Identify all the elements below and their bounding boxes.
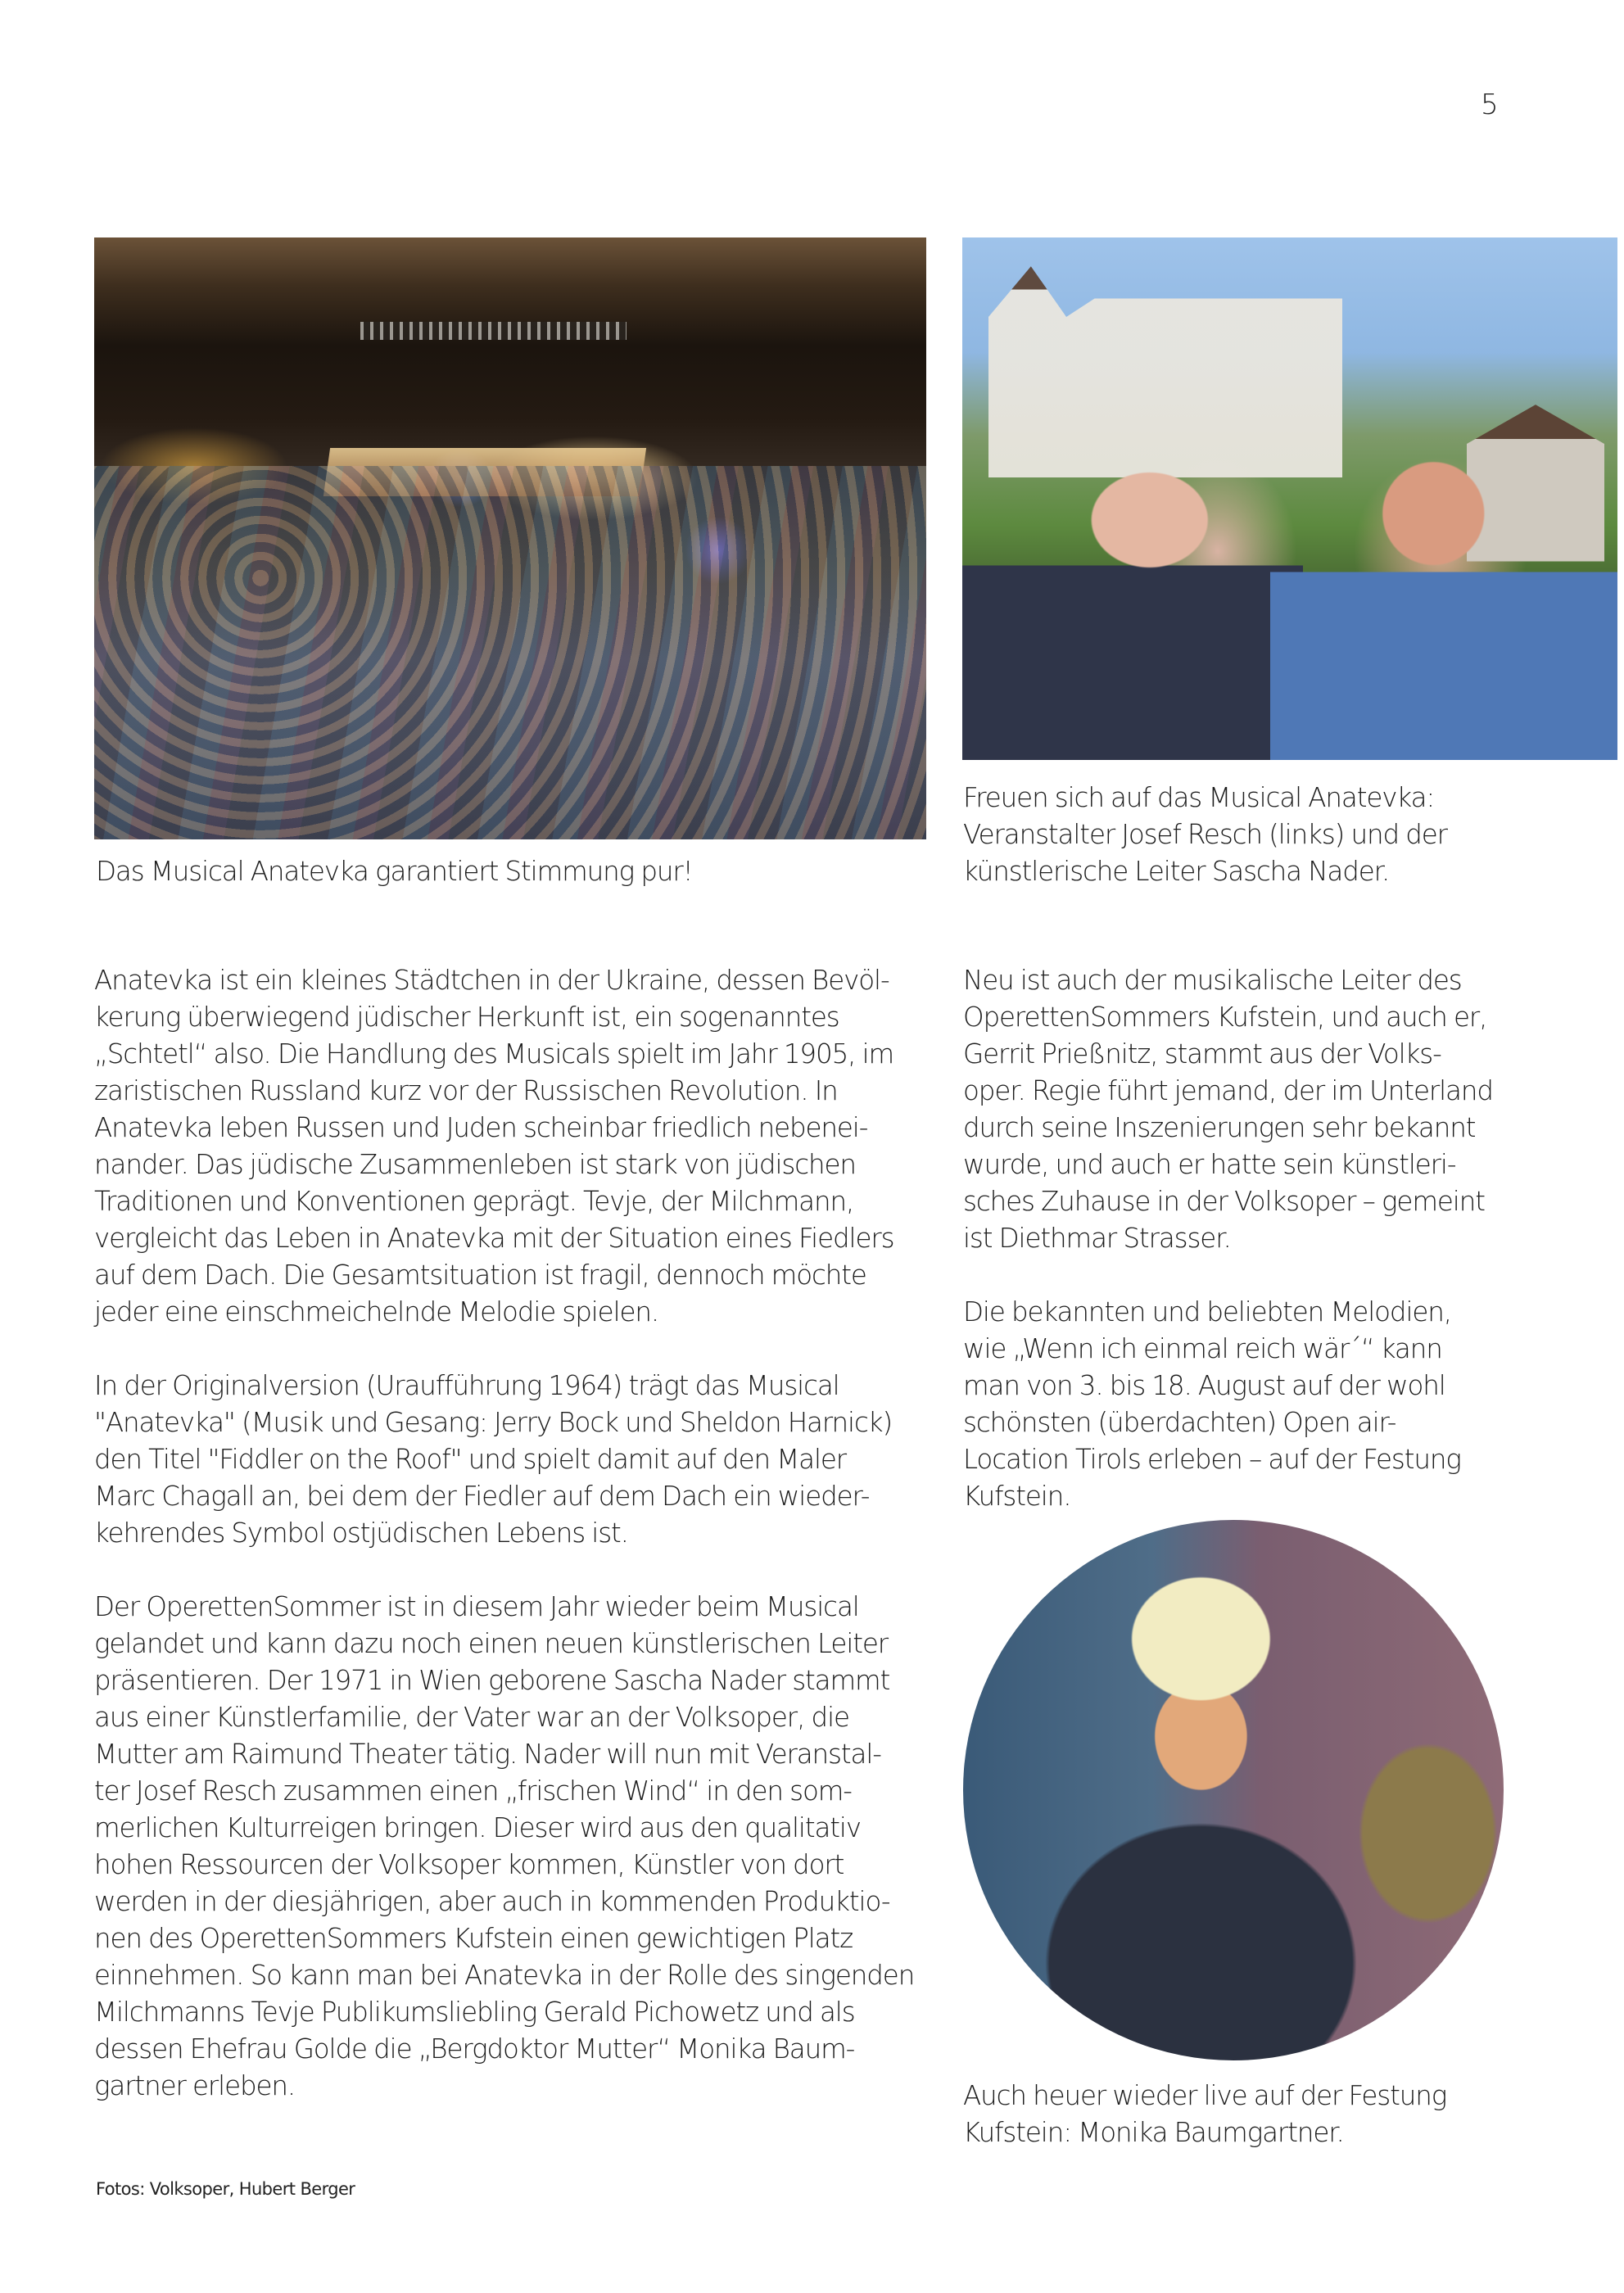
- text-line: In der Originalversion (Uraufführung 1964) trägt das Musical: [94, 1370, 839, 1401]
- caption-line: Veranstalter Josef Resch (links) und der: [963, 819, 1447, 850]
- caption-line: Auch heuer wieder live auf der Festung: [963, 2080, 1447, 2111]
- text-line: den Titel "Fiddler on the Roof" und spielt damit auf den Maler: [94, 1444, 847, 1475]
- text-line: werden in der diesjährigen, aber auch in kommenden Produktio-: [94, 1886, 890, 1917]
- text-line: gelandet und kann dazu noch einen neuen künstlerischen Leiter: [94, 1628, 889, 1659]
- audience-photo: [94, 237, 926, 839]
- text-line: aus einer Künstlerfamilie, der Vater war an der Volksoper, die: [94, 1702, 849, 1733]
- text-line: Die bekannten und beliebten Melodien,: [963, 1296, 1452, 1327]
- text-line: Kufstein.: [963, 1481, 1071, 1512]
- stage-lighting-truss: [360, 322, 627, 340]
- text-line: kehrendes Symbol ostjüdischen Lebens ist.: [94, 1517, 628, 1549]
- page-number: 5: [1481, 88, 1499, 121]
- text-line: schönsten (überdachten) Open air-: [963, 1407, 1396, 1438]
- caption-line: Kufstein: Monika Baumgartner.: [963, 2117, 1344, 2148]
- text-line: durch seine Inszenierungen sehr bekannt: [963, 1112, 1476, 1143]
- text-line: nen des OperettenSommers Kufstein einen gewichtigen Platz: [94, 1923, 853, 1954]
- paragraph: [94, 1589, 914, 2105]
- portrait-photo-caption: [963, 2078, 1446, 2151]
- text-line: „Schtetl“ also. Die Handlung des Musicals spielt im Jahr 1905, im: [94, 1038, 894, 1070]
- text-line: wie „Wenn ich einmal reich wär´“ kann: [963, 1333, 1442, 1364]
- castle-photo-caption: [963, 780, 1447, 890]
- text-line: gartner erleben.: [94, 2070, 296, 2101]
- castle-portrait-photo: [962, 237, 1617, 760]
- audience-crowd: [94, 466, 926, 839]
- paragraph: [94, 1368, 914, 1552]
- text-line: einnehmen. So kann man bei Anatevka in der Rolle des singenden: [94, 1960, 915, 1991]
- text-line: kerung überwiegend jüdischer Herkunft ist, ein sogenanntes: [94, 1002, 839, 1033]
- text-line: ter Josef Resch zusammen einen „frischen Wind“ in den som-: [94, 1775, 852, 1807]
- text-line: präsentieren. Der 1971 in Wien geborene Sascha Nader stammt: [94, 1665, 890, 1696]
- text-line: Gerrit Prießnitz, stammt aus der Volks-: [963, 1038, 1441, 1070]
- text-line: Der OperettenSommer ist in diesem Jahr wieder beim Musical: [94, 1591, 859, 1622]
- text-line: hohen Ressourcen der Volksoper kommen, Künstler von dort: [94, 1849, 844, 1880]
- caption-line: Das Musical Anatevka garantiert Stimmung pur!: [96, 856, 693, 887]
- paragraph: [963, 1294, 1493, 1515]
- text-line: jeder eine einschmeichelnde Melodie spielen.: [94, 1296, 659, 1327]
- article-left-column: [94, 962, 914, 2141]
- text-line: "Anatevka" (Musik und Gesang: Jerry Bock und Sheldon Harnick): [94, 1407, 893, 1438]
- audience-photo-caption: [96, 853, 693, 890]
- person-sascha-nader: [1270, 436, 1617, 760]
- text-line: oper. Regie führt jemand, der im Unterland: [963, 1075, 1493, 1106]
- text-line: wurde, und auch er hatte sein künstleri-: [963, 1149, 1456, 1180]
- photo-credits: Fotos: Volksoper, Hubert Berger: [96, 2179, 355, 2199]
- text-line: Anatevka leben Russen und Juden scheinbar friedlich nebenei-: [94, 1112, 868, 1143]
- caption-line: künstlerische Leiter Sascha Nader.: [963, 856, 1390, 887]
- text-line: zaristischen Russland kurz vor der Russischen Revolution. In: [94, 1075, 838, 1106]
- text-line: Traditionen und Konventionen geprägt. Tevje, der Milchmann,: [94, 1186, 854, 1217]
- text-line: dessen Ehefrau Golde die „Bergdoktor Mutter“ Monika Baum-: [94, 2033, 855, 2065]
- text-line: man von 3. bis 18. August auf der wohl: [963, 1370, 1445, 1401]
- text-line: Marc Chagall an, bei dem der Fiedler auf dem Dach ein wieder-: [94, 1481, 870, 1512]
- text-line: sches Zuhause in der Volksoper – gemeint: [963, 1186, 1485, 1217]
- paragraph: [94, 962, 914, 1331]
- person-josef-resch: [962, 436, 1303, 760]
- text-line: OperettenSommers Kufstein, und auch er,: [963, 1002, 1487, 1033]
- text-line: merlichen Kulturreigen bringen. Dieser wird aus den qualitativ: [94, 1812, 861, 1843]
- text-line: Milchmanns Tevje Publikumsliebling Gerald Pichowetz und als: [94, 1997, 855, 2028]
- article-right-column: [963, 962, 1493, 1552]
- caption-line: Freuen sich auf das Musical Anatevka:: [963, 782, 1435, 813]
- text-line: nander. Das jüdische Zusammenleben ist stark von jüdischen: [94, 1149, 856, 1180]
- text-line: Neu ist auch der musikalische Leiter des: [963, 965, 1462, 996]
- monika-baumgartner-photo: [963, 1520, 1504, 2060]
- text-line: Anatevka ist ein kleines Städtchen in der Ukraine, dessen Bevöl-: [94, 965, 889, 996]
- text-line: Mutter am Raimund Theater tätig. Nader will nun mit Veranstal-: [94, 1739, 881, 1770]
- text-line: vergleicht das Leben in Anatevka mit der Situation eines Fiedlers: [94, 1223, 894, 1254]
- paragraph: [963, 962, 1493, 1257]
- text-line: Location Tirols erleben – auf der Festung: [963, 1444, 1461, 1475]
- text-line: ist Diethmar Strasser.: [963, 1223, 1231, 1254]
- text-line: auf dem Dach. Die Gesamtsituation ist fragil, dennoch möchte: [94, 1260, 866, 1291]
